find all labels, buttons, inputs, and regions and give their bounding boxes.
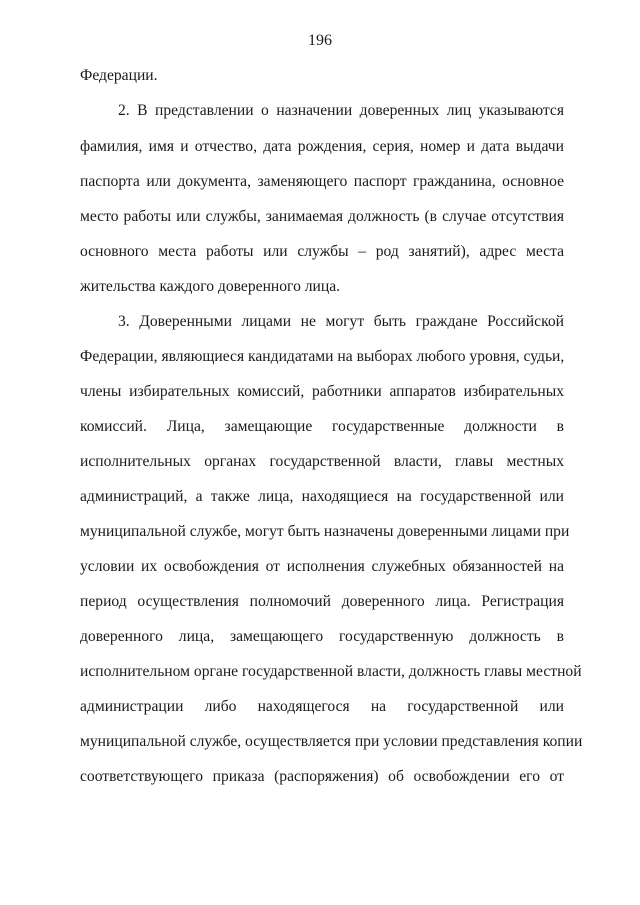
page-number: 196 — [308, 32, 332, 49]
text-line: место работы или службы, занимаемая должность (в случае отсутствия — [80, 208, 564, 225]
text-line: соответствующего приказа (распоряжения) об освобождении его от — [80, 768, 564, 785]
text-line: Федерации. — [80, 67, 158, 84]
text-line: 2. В представлении о назначении доверенных лиц указываются — [118, 102, 564, 119]
text-line: члены избирательных комиссий, работники аппаратов избирательных — [80, 383, 564, 400]
text-line: доверенного лица, замещающего государственную должность в — [80, 628, 564, 645]
text-line: муниципальной службе, осуществляется при условии представления копии — [80, 733, 583, 750]
text-line: 3. Доверенными лицами не могут быть граждане Российской — [118, 313, 564, 330]
text-line: комиссий. Лица, замещающие государственные должности в — [80, 418, 564, 435]
text-line: исполнительных органах государственной власти, главы местных — [80, 453, 564, 470]
text-line: администраций, а также лица, находящиеся на государственной или — [80, 488, 564, 505]
text-line: жительства каждого доверенного лица. — [80, 278, 341, 295]
text-line: период осуществления полномочий доверенного лица. Регистрация — [80, 593, 564, 610]
text-line: Федерации, являющиеся кандидатами на выборах любого уровня, судьи, — [80, 348, 565, 365]
text-line: фамилия, имя и отчество, дата рождения, серия, номер и дата выдачи — [80, 138, 564, 155]
text-line: условии их освобождения от исполнения служебных обязанностей на — [80, 558, 564, 575]
text-line: муниципальной службе, могут быть назначены доверенными лицами при — [80, 523, 570, 540]
text-line: основного места работы или службы – род занятий), адрес места — [80, 243, 564, 260]
text-line: паспорта или документа, заменяющего паспорт гражданина, основное — [80, 173, 564, 190]
text-line: администрации либо находящегося на государственной или — [80, 698, 564, 715]
text-line: исполнительном органе государственной власти, должность главы местной — [80, 663, 582, 680]
